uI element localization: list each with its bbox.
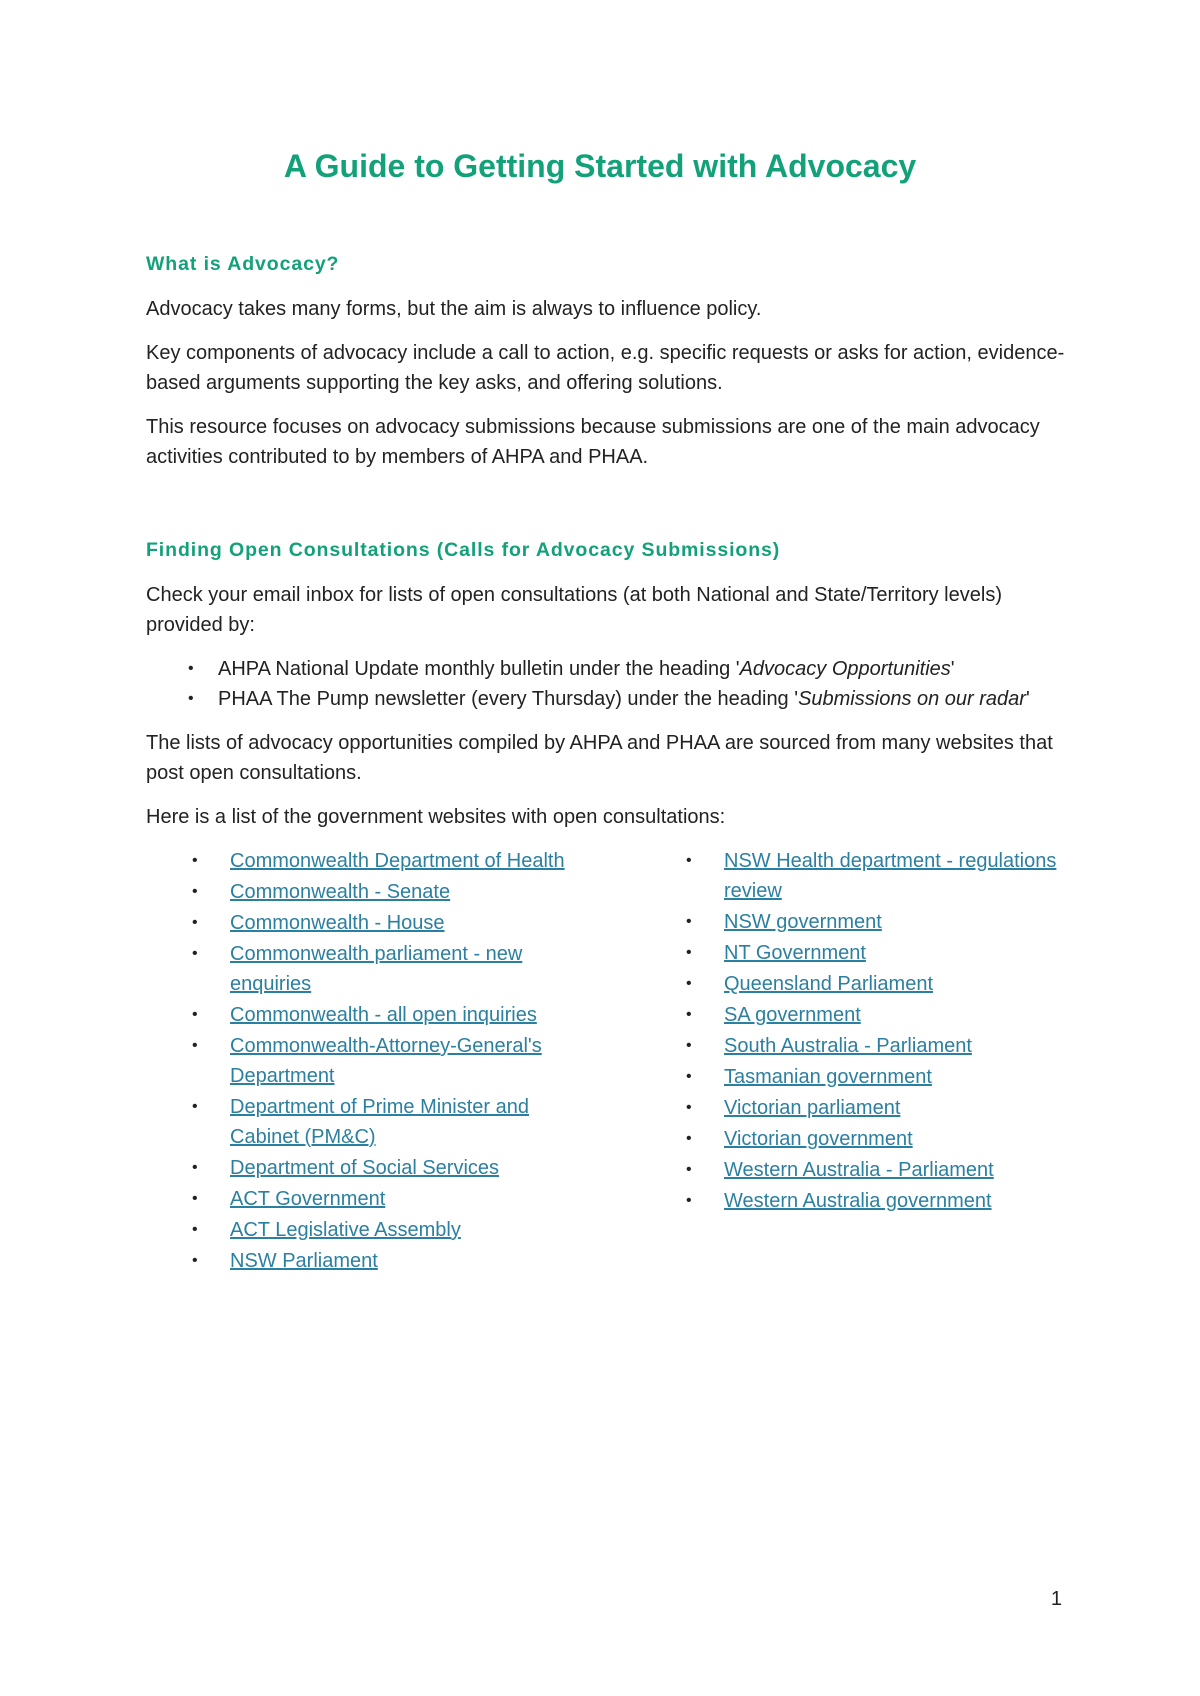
link-victorian-parliament[interactable]: Victorian parliament — [724, 1097, 901, 1119]
paragraph: Check your email inbox for lists of open consultations (at both National and State/Territory levels) provided by: — [146, 584, 1002, 636]
links-column-right — [640, 846, 1060, 1277]
list-item — [146, 654, 1066, 684]
link-nsw-health-regulations-review[interactable]: NSW Health department - regulations review — [724, 850, 1057, 902]
document-body — [146, 250, 1066, 1277]
bullet-icon: • — [192, 852, 198, 869]
list-item — [146, 684, 1066, 714]
bullet-icon: • — [192, 1252, 198, 1269]
link-tasmanian-government[interactable]: Tasmanian government — [724, 1066, 932, 1088]
link-south-australia-parliament[interactable]: South Australia - Parliament — [724, 1035, 972, 1057]
links-column-left — [146, 846, 640, 1277]
list-item-text-end: ' — [1025, 688, 1030, 710]
list-item — [146, 1000, 570, 1030]
bullet-icon: • — [686, 1192, 692, 1209]
bullet-icon: • — [192, 1098, 198, 1115]
bullet-icon: • — [686, 1068, 692, 1085]
list-item — [640, 1062, 1060, 1092]
source-list — [146, 654, 1066, 714]
paragraph: This resource focuses on advocacy submissions because submissions are one of the main advocacy activities contributed to by members of AHPA and PHAA. — [146, 416, 1040, 468]
bullet-icon: • — [192, 1221, 198, 1238]
list-item — [640, 969, 1060, 999]
list-item — [146, 877, 570, 907]
link-queensland-parliament[interactable]: Queensland Parliament — [724, 973, 934, 995]
list-item — [640, 1093, 1060, 1123]
bullet-icon: • — [686, 1099, 692, 1116]
list-item-emphasis: Submissions on our radar — [798, 688, 1026, 710]
list-item — [640, 1186, 1060, 1216]
bullet-icon: • — [188, 660, 194, 677]
bullet-icon: • — [192, 1006, 198, 1023]
link-commonwealth-health[interactable]: Commonwealth Department of Health — [230, 850, 565, 872]
list-item — [146, 846, 570, 876]
link-western-australia-government[interactable]: Western Australia government — [724, 1190, 992, 1212]
list-item-text: PHAA The Pump newsletter (every Thursday) under the heading ' — [218, 688, 799, 710]
paragraph: The lists of advocacy opportunities compiled by AHPA and PHAA are sourced from many websites that post open consultations. — [146, 732, 1053, 784]
link-act-government[interactable]: ACT Government — [230, 1188, 386, 1210]
bullet-icon: • — [192, 1037, 198, 1054]
list-item — [146, 1031, 570, 1091]
link-victorian-government[interactable]: Victorian government — [724, 1128, 913, 1150]
list-item — [146, 908, 570, 938]
bullet-icon: • — [192, 945, 198, 962]
link-commonwealth-house[interactable]: Commonwealth - House — [230, 912, 445, 934]
link-commonwealth-all-open-inquiries[interactable]: Commonwealth - all open inquiries — [230, 1004, 537, 1026]
paragraph: Here is a list of the government websites with open consultations: — [146, 806, 726, 828]
list-item — [640, 1000, 1060, 1030]
bullet-icon: • — [686, 944, 692, 961]
list-item — [640, 907, 1060, 937]
link-commonwealth-parliament-new-enquiries[interactable]: Commonwealth parliament - new enquiries — [230, 943, 523, 995]
link-commonwealth-senate[interactable]: Commonwealth - Senate — [230, 881, 451, 903]
list-item-text: AHPA National Update monthly bulletin under the heading ' — [218, 658, 740, 680]
bullet-icon: • — [192, 914, 198, 931]
paragraph: Advocacy takes many forms, but the aim is always to influence policy. — [146, 298, 762, 320]
link-sa-government[interactable]: SA government — [724, 1004, 861, 1026]
link-nt-government[interactable]: NT Government — [724, 942, 866, 964]
bullet-icon: • — [188, 690, 194, 707]
bullet-icon: • — [192, 883, 198, 900]
spacer — [146, 486, 1066, 536]
bullet-icon: • — [192, 1159, 198, 1176]
link-nsw-parliament[interactable]: NSW Parliament — [230, 1250, 378, 1272]
list-item — [640, 938, 1060, 968]
list-item — [640, 1155, 1060, 1185]
link-social-services[interactable]: Department of Social Services — [230, 1157, 500, 1179]
list-item — [146, 939, 570, 999]
bullet-icon: • — [686, 852, 692, 869]
bullet-icon: • — [686, 913, 692, 930]
bullet-icon: • — [686, 1161, 692, 1178]
list-item — [640, 1031, 1060, 1061]
list-item-emphasis: Advocacy Opportunities — [739, 658, 951, 680]
list-item — [146, 1246, 570, 1276]
list-item — [640, 1124, 1060, 1154]
list-item — [146, 1184, 570, 1214]
link-western-australia-parliament[interactable]: Western Australia - Parliament — [724, 1159, 994, 1181]
bullet-icon: • — [686, 1037, 692, 1054]
bullet-icon: • — [686, 975, 692, 992]
link-attorney-generals-department[interactable]: Commonwealth-Attorney-General's Department — [230, 1035, 542, 1087]
page-number: 1 — [1050, 1588, 1062, 1610]
link-act-legislative-assembly[interactable]: ACT Legislative Assembly — [230, 1219, 461, 1241]
bullet-icon: • — [686, 1006, 692, 1023]
list-item — [640, 846, 1060, 906]
list-item — [146, 1215, 570, 1245]
document-title: A Guide to Getting Started with Advocacy — [283, 148, 917, 184]
list-item — [146, 1092, 570, 1152]
consultation-links — [146, 846, 1066, 1277]
link-prime-minister-and-cabinet[interactable]: Department of Prime Minister and Cabinet (PM&C) — [230, 1096, 530, 1148]
bullet-icon: • — [686, 1130, 692, 1147]
list-item — [146, 1153, 570, 1183]
link-nsw-government[interactable]: NSW government — [724, 911, 882, 933]
list-item-text-end: ' — [950, 658, 955, 680]
section-heading-finding-open-consultations: Finding Open Consultations (Calls for Advocacy Submissions) — [146, 539, 781, 561]
section-heading-what-is-advocacy: What is Advocacy? — [146, 253, 340, 275]
paragraph: Key components of advocacy include a call to action, e.g. specific requests or asks for action, evidence-based arguments supporting the key asks, and offering solutions. — [146, 342, 1065, 394]
bullet-icon: • — [192, 1190, 198, 1207]
